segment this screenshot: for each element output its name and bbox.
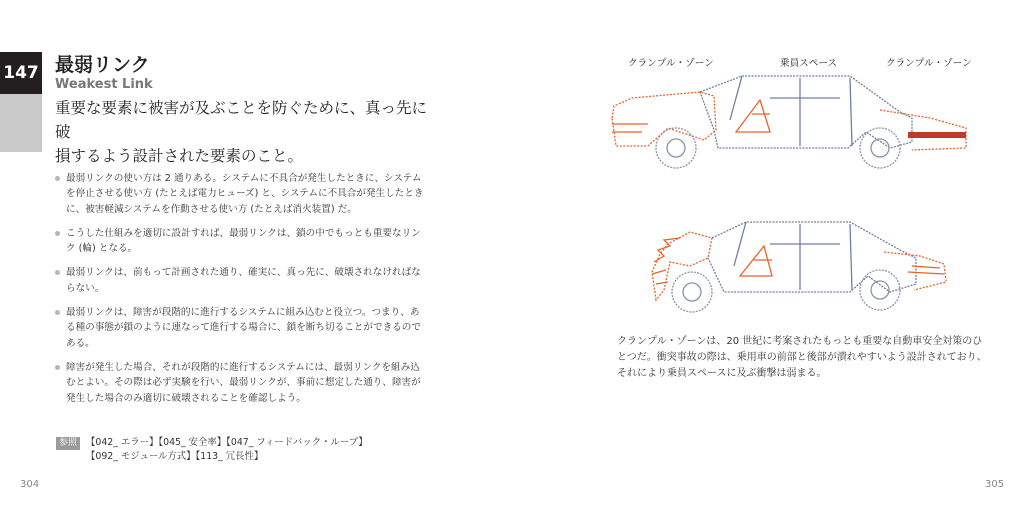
- front-bumper-intact: [612, 124, 648, 132]
- lead-line: 損するよう設計された要素のこと。: [55, 147, 304, 165]
- bullet-item: 最弱リンクの使い方は 2 通りある。システムに不具合が発生したときに、システムを停止させる使い方 (たとえば電力ヒューズ) と、システムに不具合が発生したときに、被害軽減システムを作動させる使い方 (たとえば消火装置) だ。: [55, 171, 427, 217]
- car-crashed: [652, 222, 946, 312]
- interior-structure-crashed: [740, 246, 772, 276]
- interior-structure-intact: [736, 100, 770, 132]
- page-number-right: 305: [985, 479, 1005, 490]
- reference-label: 参照: [56, 437, 80, 450]
- label-front-crumple-zone: クランプル・ゾーン: [628, 58, 714, 69]
- car-intact: [612, 76, 966, 168]
- wheel-rear-intact: [860, 128, 900, 168]
- wheel-front-intact: [656, 128, 696, 168]
- rear-crumple-zone-intact: [880, 110, 966, 150]
- front-crumple-zone-intact: [612, 92, 716, 146]
- wheel-rear-crashed: [860, 270, 900, 310]
- wheel-front-crashed: [672, 272, 712, 312]
- rear-crumple-folds: [908, 266, 944, 274]
- caption-line: とつだ。衝突事故の際は、乗用車の前部と後部が潰れやすいよう設計されており、: [617, 352, 987, 363]
- caption-line: クランプル・ゾーンは、20 世紀に考案されたもっとも重要な自動車安全対策のひ: [617, 336, 983, 347]
- wheel-front-hub: [667, 139, 685, 157]
- bullet-item: 障害が発生した場合、それが段階的に進行するシステムには、最弱リンクを組み込むとよい。その際は必ず実験を行い、最弱リンクが、事前に想定した通り、障害が発生した場合のみ適切に破壊されることを確認しよう。: [55, 360, 427, 406]
- rear-bumper-intact: [908, 132, 966, 138]
- body-outline-crashed: [708, 222, 916, 292]
- page-number-left: 304: [20, 479, 40, 490]
- front-crumple-folds: [652, 238, 680, 284]
- entry-number: 147: [0, 52, 42, 94]
- bullet-item: 最弱リンクは、障害が段階的に進行するシステムに組み込むと役立つ。つまり、ある種の事態が鎖のように連なって進行する場合に、鎖を断ち切ることができるのである。: [55, 305, 427, 351]
- front-crumple-zone-crashed: [652, 232, 712, 300]
- bullet-item: 最弱リンクは、前もって計画された通り、確実に、真っ先に、破壊されなければならない。: [55, 265, 427, 296]
- cabin-pillars-crashed: [734, 222, 852, 290]
- wheel-front-crashed-hub: [683, 283, 701, 301]
- bullet-item: こうした仕組みを適切に設計すれば、最弱リンクは、鎖の中でもっとも重要なリンク (輪) となる。: [55, 226, 427, 257]
- cabin-pillars-intact: [730, 76, 852, 146]
- wheel-rear-crashed-hub: [871, 281, 889, 299]
- reference-line: 【092_ モジュール方式】【113_ 冗長性】: [86, 451, 264, 462]
- label-rear-crumple-zone: クランプル・ゾーン: [886, 58, 972, 69]
- lead-line: 重要な要素に被害が及ぶことを防ぐために、真っ先に破: [55, 99, 428, 141]
- entry-subtitle: Weakest Link: [55, 77, 153, 92]
- label-passenger-space: 乗員スペース: [780, 58, 838, 69]
- figure-caption: [617, 334, 989, 382]
- caption-line: それにより乗員スペースに及ぶ衝撃は弱まる。: [617, 368, 827, 379]
- entry-title: 最弱リンク: [55, 54, 150, 76]
- reference-line: 【042_ エラー】【045_ 安全率】【047_ フィードバック・ループ】: [86, 437, 368, 448]
